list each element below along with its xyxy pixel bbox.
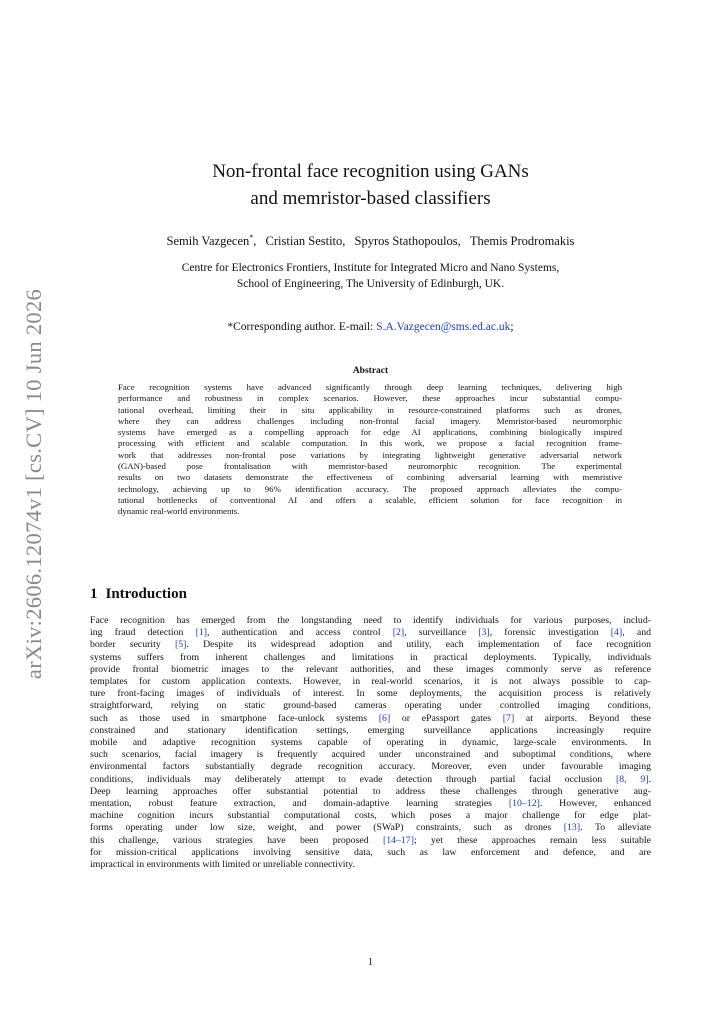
body-text-run: Deep learning approaches offer substantial potential to address these challenges through generative aug- xyxy=(90,785,651,797)
body-text-run: conditions, individuals may deliberately attempt to evade detection through partial facial occlusion xyxy=(90,773,616,785)
body-line xyxy=(90,688,651,700)
citation-link[interactable]: [2] xyxy=(392,627,405,639)
body-text-run: , and xyxy=(622,627,651,639)
title-line-1: Non-frontal face recognition using GANs xyxy=(212,161,529,182)
body-line xyxy=(90,847,651,859)
body-text-run: forms operating under low size, weight, and power (SWaP) constraints, such as drones xyxy=(90,822,564,834)
body-text-run: such as those used in smartphone face-unlock systems xyxy=(90,712,379,724)
body-text-run: for mission-critical applications involving sensitive data, such as law enforcement and defence, and are xyxy=(90,846,651,858)
body-line xyxy=(90,822,651,834)
abstract-line: work that addresses non-frontal pose variations by integrating lightweight generative adversarial network xyxy=(118,449,622,460)
abstract-line: systems have emerged as a compelling approach for edge AI applications, combining biologically inspired xyxy=(118,427,622,438)
body-line xyxy=(90,700,651,712)
citation-link[interactable]: [1] xyxy=(195,627,208,639)
abstract-line: tational overhead, limiting their in situ applicability in resource-constrained platforms such as drones, xyxy=(118,404,622,415)
citation-link[interactable]: [8, 9] xyxy=(615,773,649,785)
body-line xyxy=(90,810,651,822)
abstract-line: results on two datasets demonstrate the effectiveness of combining adversarial learning with memristive xyxy=(118,472,622,483)
body-line xyxy=(90,835,651,847)
body-text-run: constrained and stationary identification settings, emerging surveillance applications increasingly require xyxy=(90,724,651,736)
body-text-run: such scenarios, facial imagery is frequently acquired under unconstrained and suboptimal conditions, where xyxy=(90,749,651,761)
body-text-run: environmental factors substantially degrade recognition accuracy. Moreover, even under favourable imaging xyxy=(90,761,651,773)
body-line xyxy=(90,749,651,761)
body-text-run: . xyxy=(648,773,651,785)
abstract-body xyxy=(118,382,622,518)
citation-link[interactable]: [7] xyxy=(502,712,515,724)
arxiv-identifier-stamp: arXiv:2606.12074v1 [cs.CV] 10 Jun 2026 xyxy=(21,288,46,680)
body-text-run: straightforward, relying on static ground-based cameras operating under controlled imaging conditions, xyxy=(90,700,651,712)
body-text-run: , surveillance xyxy=(404,627,479,639)
citation-link[interactable]: [3] xyxy=(478,627,490,639)
author: Themis Prodromakis xyxy=(469,234,575,249)
body-text-run: mentation, robust feature extraction, and domain-adaptive learning strategies xyxy=(90,798,509,810)
citation-link[interactable]: [10–12] xyxy=(508,798,540,810)
abstract-line: where they can address challenges including non-frontal facial imagery. Memristor-based neuromorphic xyxy=(118,415,622,426)
abstract-line: technology, achieving up to 96% identification accuracy. The proposed approach alleviates the compu- xyxy=(118,483,622,494)
page-number: 1 xyxy=(368,957,373,968)
body-text-run: . However, enhanced xyxy=(539,798,651,810)
body-text-run: systems suffers from inherent challenges and limitations in practical deployments. Typically, individuals xyxy=(90,651,651,663)
email-link[interactable]: S.A.Vazgecen@sms.ed.ac.uk xyxy=(376,321,511,333)
body-line xyxy=(90,786,651,798)
section-heading: 1 Introduction xyxy=(90,586,187,602)
abstract-line: dynamic real-world environments. xyxy=(118,506,240,517)
introduction-text xyxy=(90,615,651,871)
body-line xyxy=(90,676,651,688)
citation-link[interactable]: [4] xyxy=(610,627,623,639)
body-text-run: machine cognition incurs substantial computational costs, which poses a major challenge for edge plat- xyxy=(90,810,651,822)
citation-link[interactable]: [5] xyxy=(174,639,187,651)
author: Cristian Sestito, xyxy=(265,234,346,249)
body-text-run: at airports. Beyond these xyxy=(514,712,651,724)
body-text-run: border security xyxy=(90,639,175,651)
body-text-run: , authentication and access control xyxy=(207,627,393,639)
body-line xyxy=(90,737,651,749)
body-line xyxy=(90,652,651,664)
abstract-line: performance and robustness in complex scenarios. However, these approaches incur substantial compu- xyxy=(118,393,622,404)
body-text-run: provide frontal biometric images to the relevant authorities, and these images commonly serve as reference xyxy=(90,663,651,675)
body-line xyxy=(90,615,651,627)
body-text-run: or ePassport gates xyxy=(390,712,503,724)
affiliation-line-1: Centre for Electronics Frontiers, Institute for Integrated Micro and Nano Systems, xyxy=(181,262,560,274)
abstract-line: processing with efficient and scalable computation. In this work, we propose a facial recognition frame- xyxy=(118,438,622,449)
body-line xyxy=(90,774,651,786)
citation-link[interactable]: [13] xyxy=(563,822,581,834)
body-text-run: impractical in environments with limited or unreliable connectivity. xyxy=(90,859,355,871)
body-line xyxy=(90,627,651,639)
abstract-heading: Abstract xyxy=(352,366,389,376)
body-text-run: this challenge, various strategies have been proposed xyxy=(90,834,383,846)
body-text-run: ing fraud detection xyxy=(90,627,196,639)
title-line-2: and memristor-based classifiers xyxy=(250,188,491,209)
affiliation-line-2: School of Engineering, The University of Edinburgh, UK. xyxy=(236,277,505,290)
body-line xyxy=(90,639,651,651)
author-list xyxy=(90,233,651,249)
author: Spyros Stathopoulos, xyxy=(354,234,461,249)
author: Semih Vazgecen*, xyxy=(166,233,257,249)
paper-title xyxy=(90,158,651,212)
body-text-run: . Despite its widespread adoption and utility, each implementation of face recognition xyxy=(186,639,651,651)
body-text-run: ture front-facing images of individuals of interest. In some deployments, the acquisition process is relatively xyxy=(90,688,651,700)
body-line xyxy=(90,798,651,810)
body-text-run: mobile and adaptive recognition systems capable of operating in dynamic, large-scale environments. In xyxy=(90,737,651,749)
citation-link[interactable]: [6] xyxy=(378,712,391,724)
abstract-line: tational bottlenecks of conventional AI and offers a scalable, efficient solution for face recognition in xyxy=(118,494,622,505)
body-line xyxy=(90,713,651,725)
body-line xyxy=(90,664,651,676)
body-text-run: ; yet these approaches remain less suitable xyxy=(413,834,651,846)
affiliation xyxy=(90,261,651,292)
body-line xyxy=(90,859,651,871)
body-text-run: templates for custom application contexts. However, in real-world scenarios, it is not always possible to cap- xyxy=(90,676,651,688)
body-line xyxy=(90,761,651,773)
abstract-line: (GAN)-based pose frontalisation with memristor-based neuromorphic recognition. The experimental xyxy=(118,461,622,472)
corresponding-author-note: *Corresponding author. E-mail: S.A.Vazgecen@sms.ed.ac.uk; xyxy=(227,321,514,333)
citation-link[interactable]: [14–17] xyxy=(382,834,414,846)
body-text-run: . To alleviate xyxy=(580,822,651,834)
body-line xyxy=(90,725,651,737)
body-text-run: Face recognition has emerged from the longstanding need to identify individuals for various purposes, includ- xyxy=(90,615,651,626)
abstract-line: Face recognition systems have advanced significantly through deep learning techniques, delivering high xyxy=(118,382,622,392)
body-text-run: , forensic investigation xyxy=(489,627,611,639)
